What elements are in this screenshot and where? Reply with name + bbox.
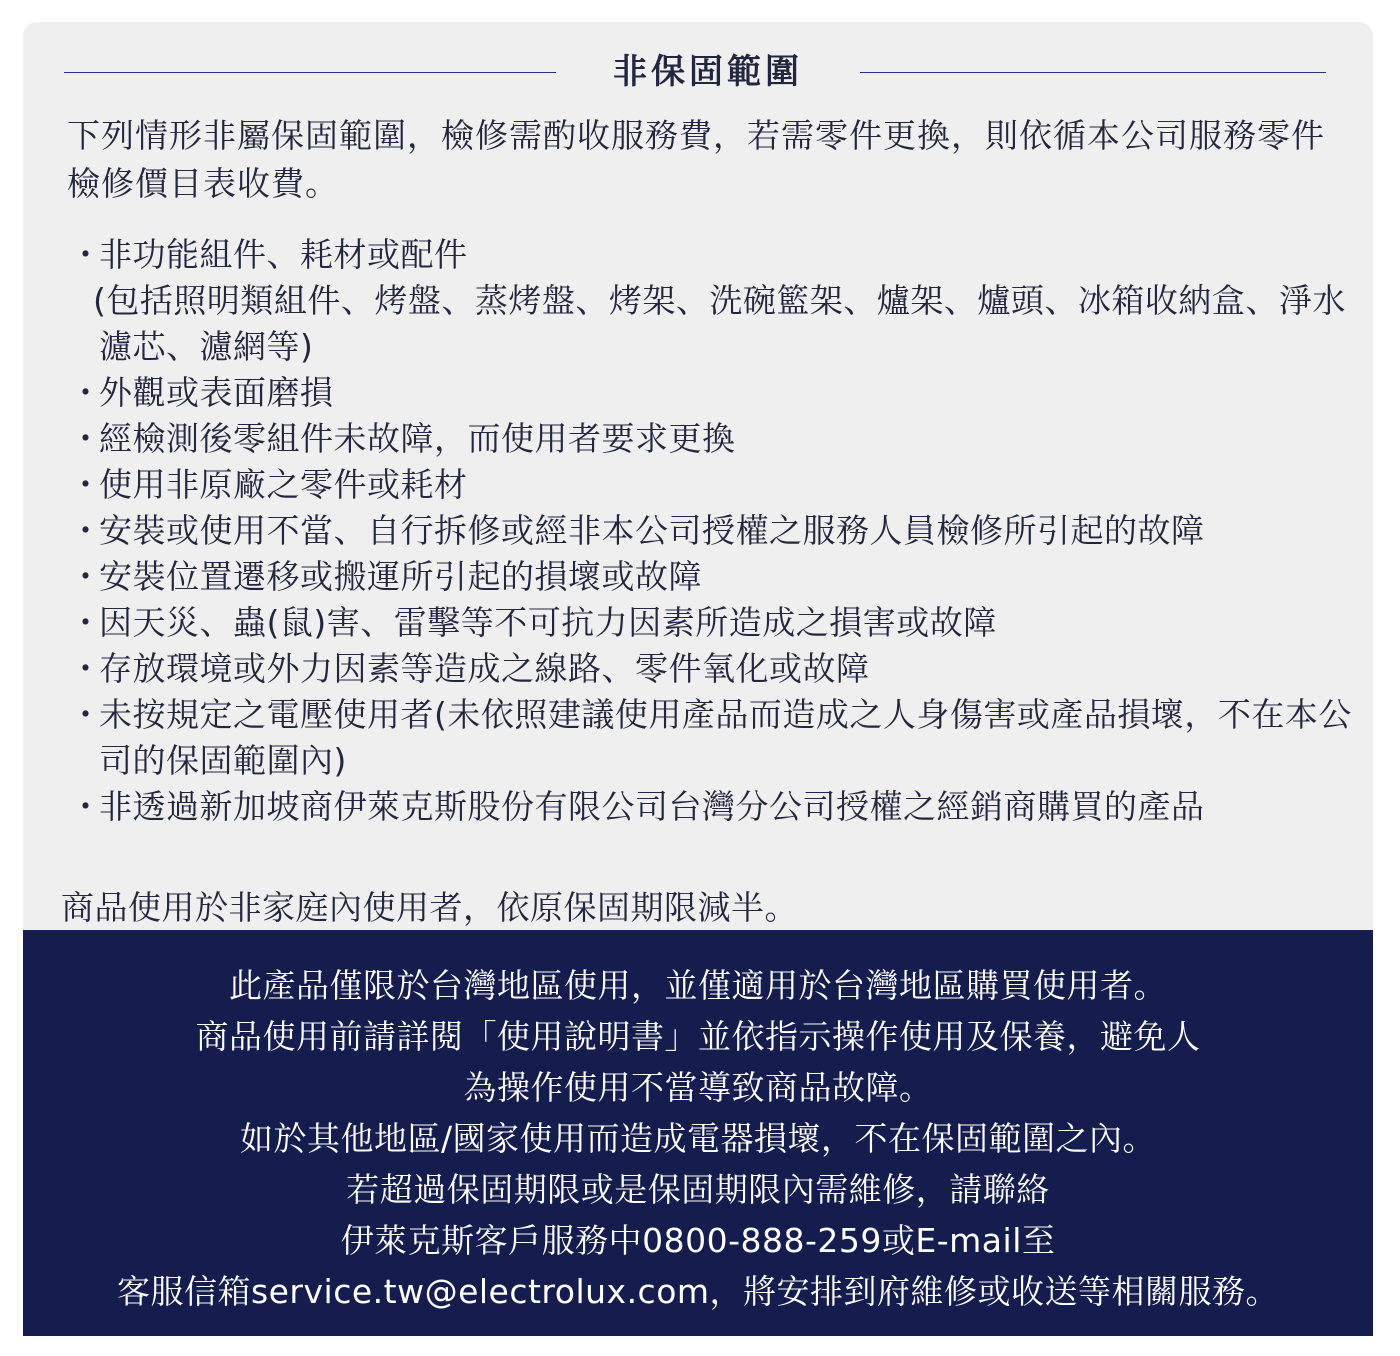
list-item [67,370,1357,416]
exclusion-list [67,232,1357,830]
list-item-text: 使用非原廠之零件或耗材 [99,465,468,504]
warranty-card [23,22,1373,1336]
title-divider-right [860,72,1326,73]
list-item [67,416,1357,462]
list-item [67,784,1357,830]
bullet-icon: ・ [69,557,103,596]
list-item-text: 未按規定之電壓使用者(未依照建議使用產品而造成之人身傷害或產品損壞，不在本公司的保固範圍內) [99,695,1352,780]
bullet-icon: ・ [69,603,103,642]
list-item [67,554,1357,600]
list-item-text: 非功能組件、耗材或配件 [99,235,468,274]
bullet-icon: ・ [69,695,103,734]
list-item-text: 外觀或表面磨損 [99,373,334,412]
commercial-use-note: 商品使用於非家庭內使用者，依原保固期限減半。 [61,888,798,927]
list-item [67,508,1357,554]
bullet-icon: ・ [69,373,103,412]
list-item [67,232,1357,370]
footer-line: 伊萊克斯客戶服務中0800-888-259或E-mail至 [340,1221,1056,1260]
footer-line: 若超過保固期限或是保固期限內需維修，請聯絡 [346,1170,1050,1209]
title-divider-left [64,72,556,73]
list-item-text: 非透過新加坡商伊萊克斯股份有限公司台灣分公司授權之經銷商購買的產品 [99,787,1205,826]
footer-line: 此產品僅限於台灣地區使用，並僅適用於台灣地區購買使用者。 [229,966,1167,1005]
section-header [64,50,1326,94]
bullet-icon: ・ [69,649,103,688]
list-item-text: 安裝位置遷移或搬運所引起的損壞或故障 [99,557,702,596]
section-title: 非保固範圍 [613,52,803,92]
bullet-icon: ・ [69,511,103,550]
list-item [67,646,1357,692]
list-item-text: 存放環境或外力因素等造成之線路、零件氧化或故障 [99,649,870,688]
footer-line: 為操作使用不當導致商品故障。 [463,1068,933,1107]
footer-line: 如於其他地區/國家使用而造成電器損壞，不在保固範圍之內。 [239,1119,1157,1158]
list-item [67,600,1357,646]
footer-line: 商品使用前請詳閱「使用說明書」並依指示操作使用及保養，避免人 [195,1017,1201,1056]
footer-line: 客服信箱service.tw@electrolux.com，將安排到府維修或收送等相關服務。 [116,1272,1280,1311]
bullet-icon: ・ [69,235,103,274]
bullet-icon: ・ [69,465,103,504]
list-item-detail: (包括照明類組件、烤盤、蒸烤盤、烤架、洗碗籃架、爐架、爐頭、冰箱收納盒、淨水濾芯、濾網等) [93,281,1346,366]
bullet-icon: ・ [69,419,103,458]
bullet-icon: ・ [69,787,103,826]
list-item-text: 經檢測後零組件未故障，而使用者要求更換 [99,419,736,458]
list-item [67,692,1357,784]
list-item [67,462,1357,508]
footer-banner [23,930,1373,1336]
list-item-text: 安裝或使用不當、自行拆修或經非本公司授權之服務人員檢修所引起的故障 [99,511,1205,550]
intro-paragraph: 下列情形非屬保固範圍，檢修需酌收服務費，若需零件更換，則依循本公司服務零件檢修價目表收費。 [67,116,1325,203]
list-item-text: 因天災、蟲(鼠)害、雷擊等不可抗力因素所造成之損害或故障 [99,603,997,642]
